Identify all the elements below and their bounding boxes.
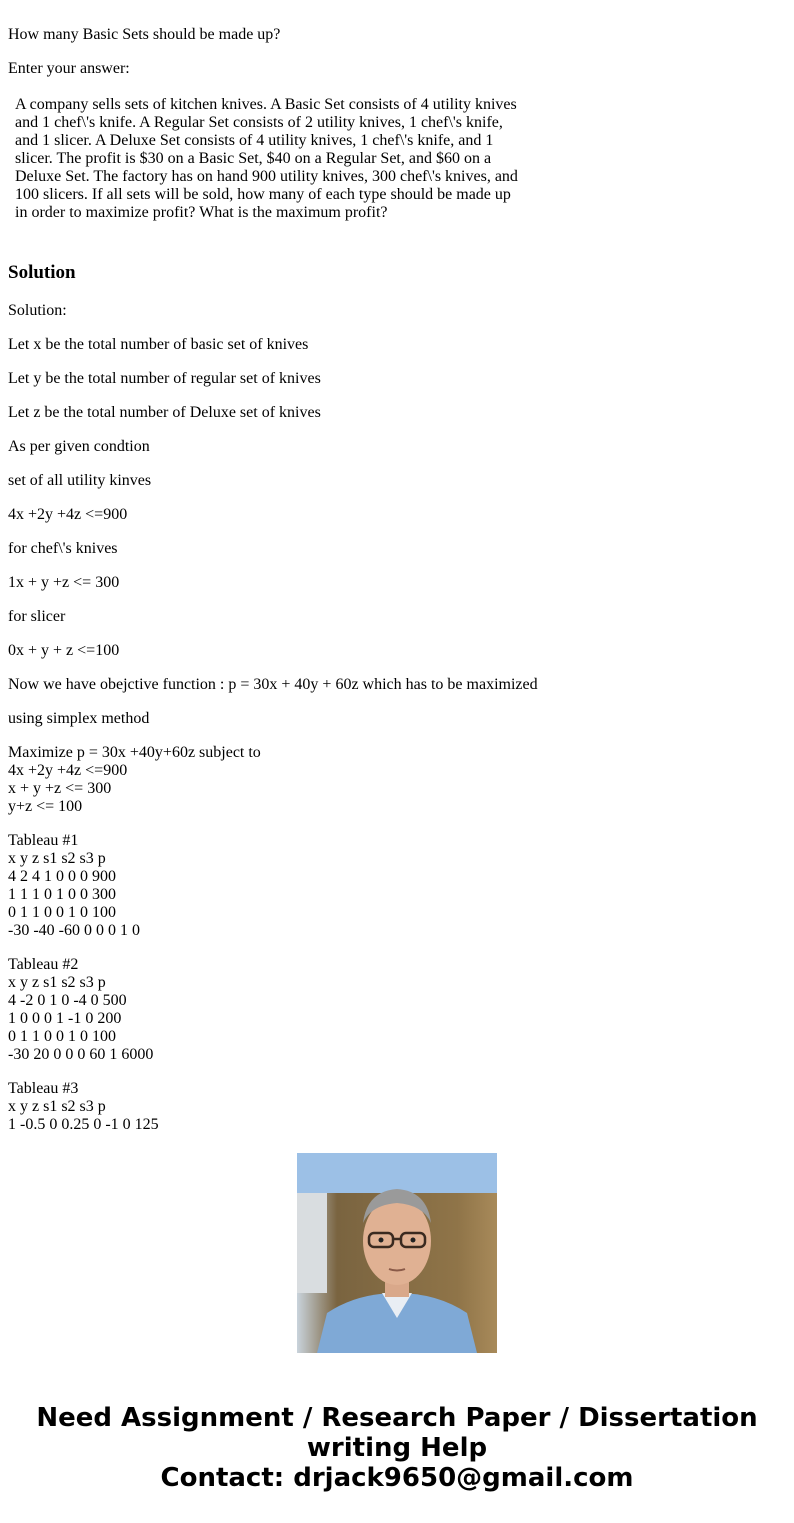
solution-line: using simplex method — [8, 710, 150, 727]
tableau-line: 4 -2 0 1 0 -4 0 500 — [8, 992, 127, 1009]
tableau-line: 4 2 4 1 0 0 0 900 — [8, 868, 116, 885]
solution-line: 1x + y +z <= 300 — [8, 574, 120, 591]
question-text: How many Basic Sets should be made up? — [8, 26, 281, 43]
answer-prompt: Enter your answer: — [8, 60, 130, 77]
solution-line: Solution: — [8, 302, 67, 319]
solution-line: As per given condtion — [8, 438, 150, 455]
tableau-line: 1 0 0 0 1 -1 0 200 — [8, 1010, 122, 1027]
solution-line: Now we have obejctive function : p = 30x + 40y + 60z which has to be maximized — [8, 676, 538, 693]
tableau-line: x y z s1 s2 s3 p — [8, 1098, 106, 1115]
solution-line: Let y be the total number of regular set of knives — [8, 370, 321, 387]
solution-heading: Solution — [8, 262, 76, 283]
author-avatar — [297, 1153, 497, 1353]
maximize-line: 4x +2y +4z <=900 — [8, 762, 128, 779]
problem-statement: A company sells sets of kitchen knives. A Basic Set consists of 4 utility knives and 1 chef\'s knife. A Regular Set consists of 2 utility knives, 1 chef\'s knife, and 1 slicer. A Deluxe Set consists of 4 utility knives, 1 chef\'s knife, and 1 slicer. The profit is $30 on a Basic Set, $40 on a Regular Set, and $60 on a Deluxe Set. The factory has on hand 900 utility knives, 300 chef\'s knives, and 100 slicers. If all sets will be sold, how many of each type should be made up in order to maximize profit? What is the maximum profit? — [15, 96, 518, 221]
tableau-line: -30 -40 -60 0 0 0 1 0 — [8, 922, 140, 939]
footer-banner — [0, 1403, 794, 1493]
solution-body — [8, 302, 778, 1150]
tableau-line: x y z s1 s2 s3 p — [8, 974, 106, 991]
solution-line: for chef\'s knives — [8, 540, 118, 557]
tableau-line: 0 1 1 0 0 1 0 100 — [8, 904, 116, 921]
footer-line-2: writing Help — [306, 1433, 488, 1463]
document-content — [8, 0, 786, 1133]
solution-line: 0x + y + z <=100 — [8, 642, 120, 659]
tableau-line: 0 1 1 0 0 1 0 100 — [8, 1028, 116, 1045]
maximize-block — [8, 744, 778, 816]
tableau-3 — [8, 1080, 778, 1134]
solution-line: 4x +2y +4z <=900 — [8, 506, 128, 523]
solution-line: set of all utility kinves — [8, 472, 152, 489]
footer-contact: Contact: drjack9650@gmail.com — [160, 1463, 634, 1493]
tableau-line: 1 -0.5 0 0.25 0 -1 0 125 — [8, 1116, 159, 1133]
maximize-line: y+z <= 100 — [8, 798, 83, 815]
tableau-line: x y z s1 s2 s3 p — [8, 850, 106, 867]
tableau-2 — [8, 956, 778, 1064]
solution-line: Let z be the total number of Deluxe set of knives — [8, 404, 321, 421]
tableau-line: Tableau #2 — [8, 956, 79, 973]
tableau-line: Tableau #3 — [8, 1080, 79, 1097]
tableau-line: Tableau #1 — [8, 832, 79, 849]
tableau-line: -30 20 0 0 0 60 1 6000 — [8, 1046, 154, 1063]
footer-line-1: Need Assignment / Research Paper / Dissertation — [36, 1403, 758, 1433]
maximize-line: Maximize p = 30x +40y+60z subject to — [8, 744, 261, 761]
tableau-1 — [8, 832, 778, 940]
solution-line: Let x be the total number of basic set of knives — [8, 336, 309, 353]
solution-line: for slicer — [8, 608, 66, 625]
tableau-line: 1 1 1 0 1 0 0 300 — [8, 886, 116, 903]
author-photo-icon — [297, 1153, 497, 1353]
maximize-line: x + y +z <= 300 — [8, 780, 112, 797]
